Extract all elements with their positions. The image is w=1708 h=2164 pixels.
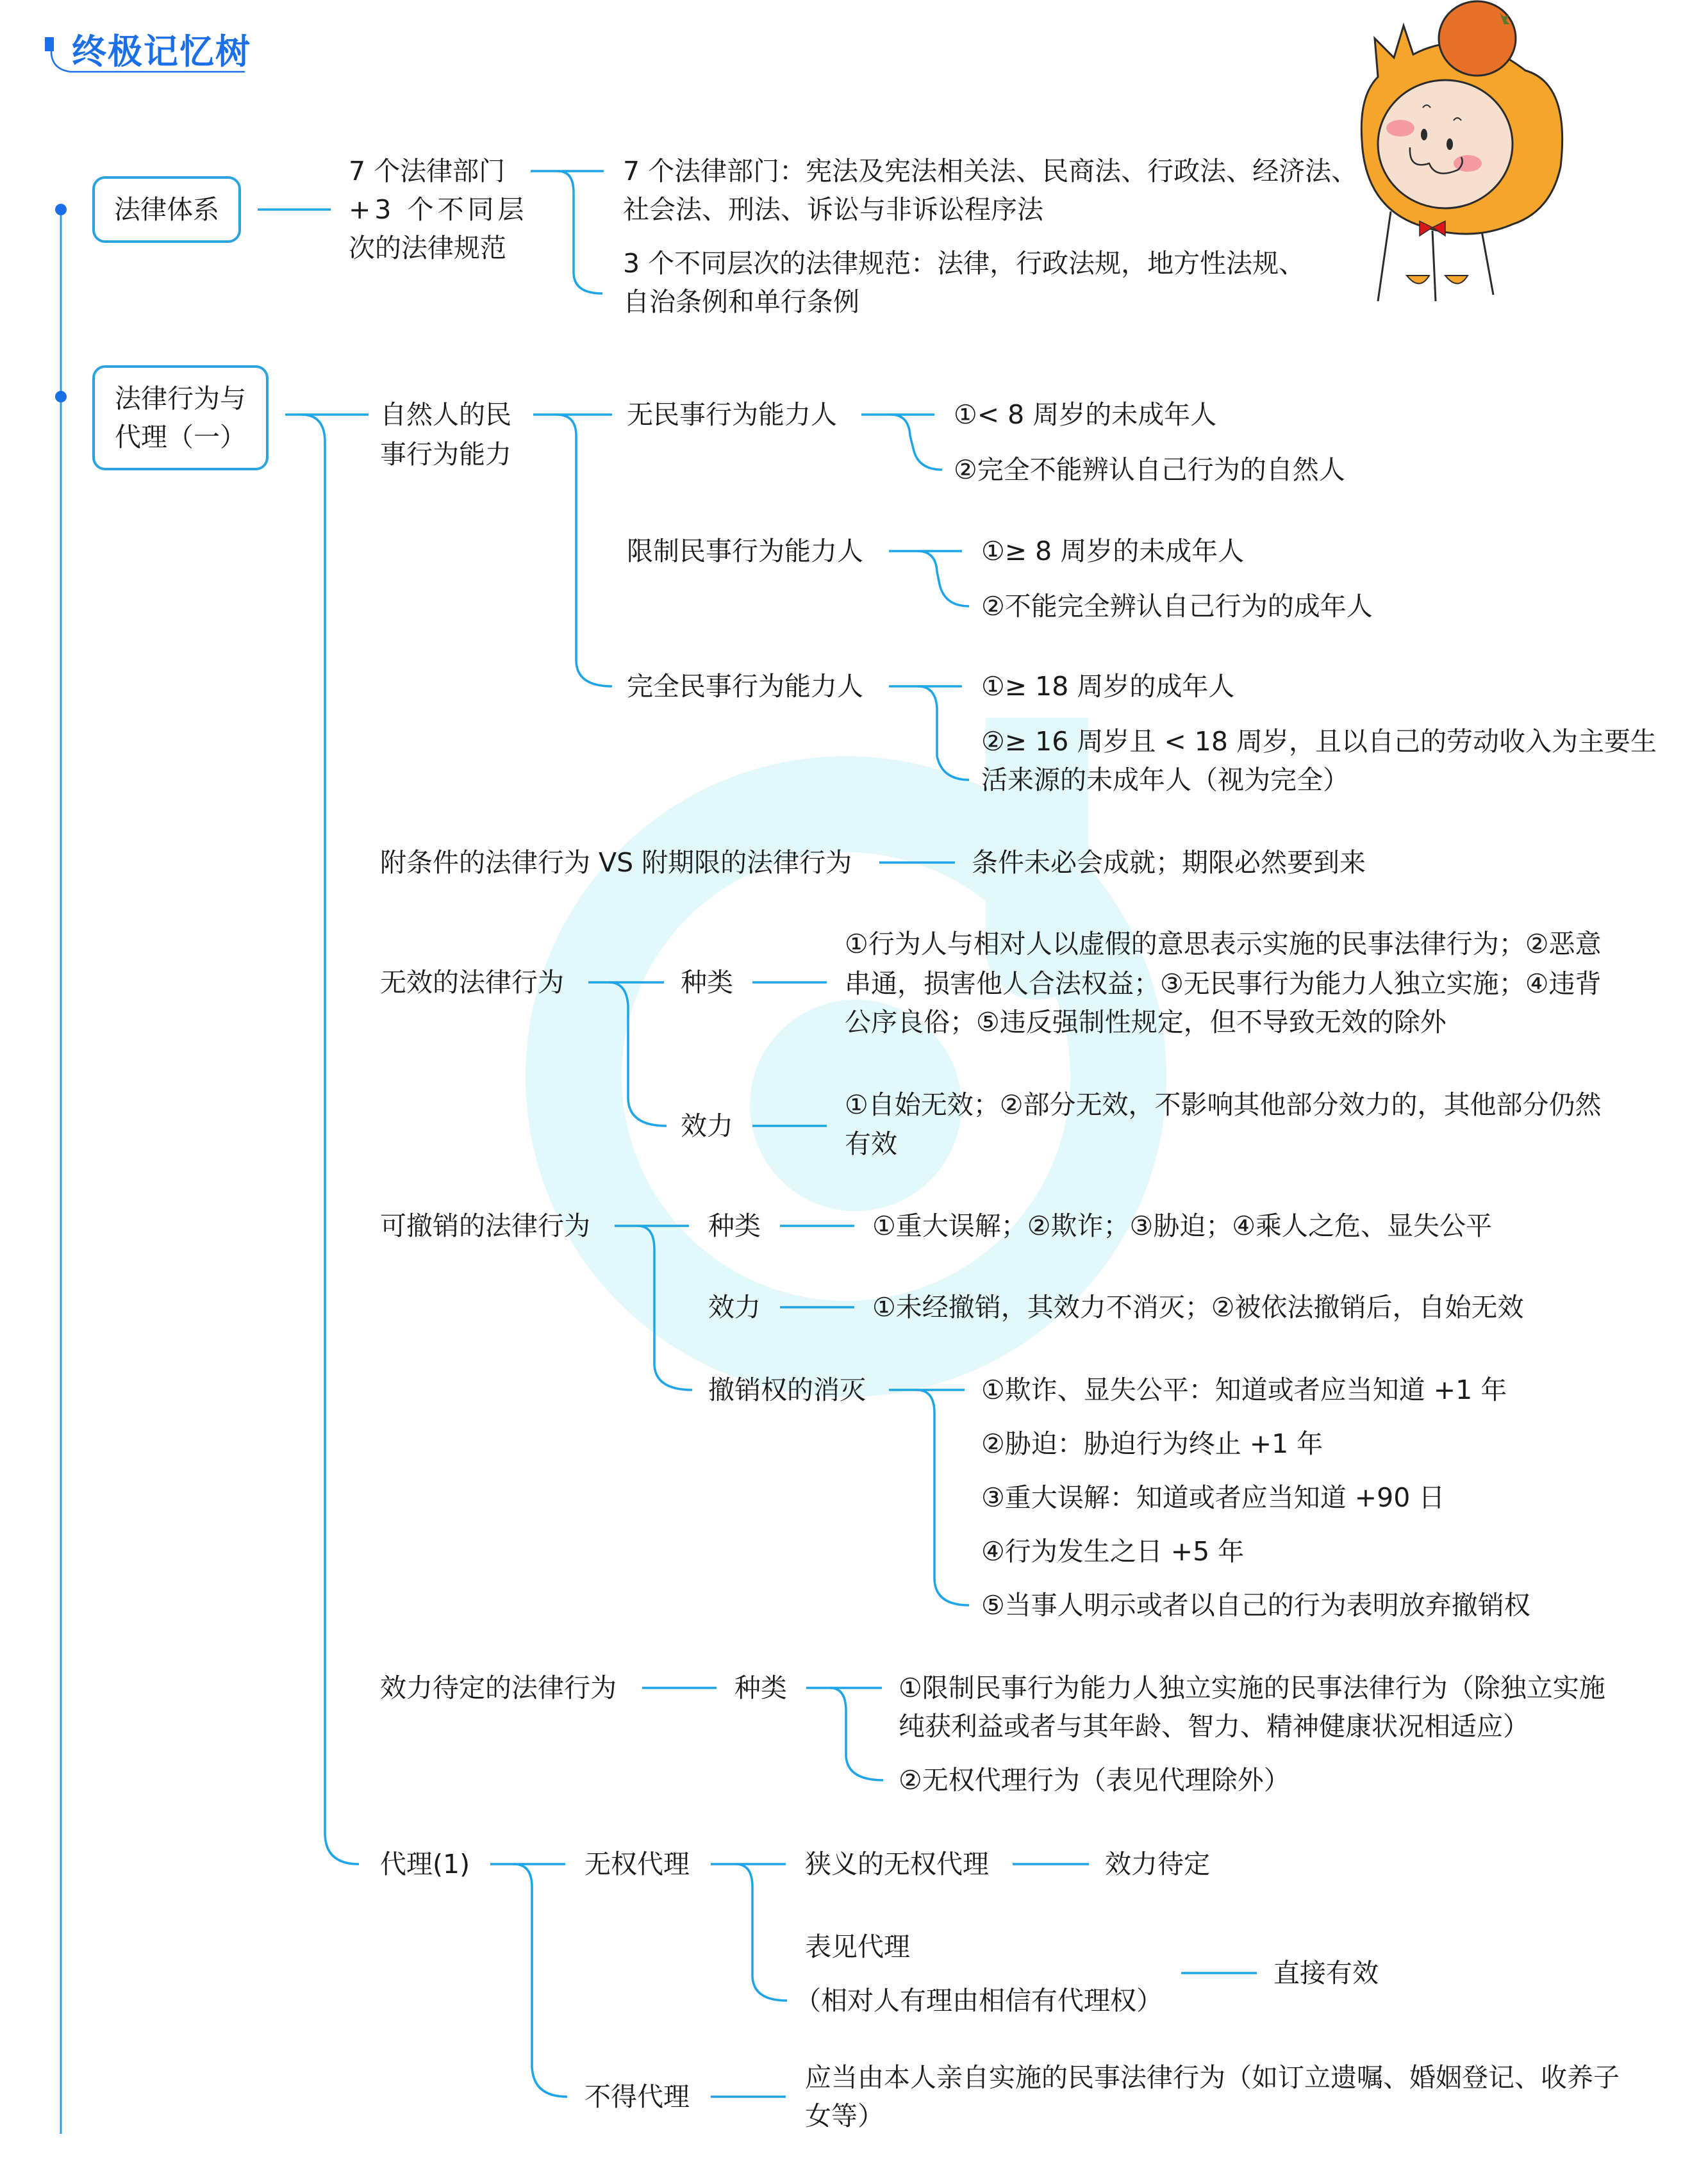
capacity-none-label: 无民事行为能力人 (627, 399, 837, 430)
narrow-unauthorized-value: 效力待定 (1105, 1849, 1210, 1879)
extinction-item-5: ⑤当事人明示或者以自己的行为表明放弃撤销权 (981, 1590, 1530, 1621)
capacity-none-item2: ②完全不能辨认自己行为的自然人 (954, 454, 1345, 485)
unauthorized-agency-label: 无权代理 (585, 1849, 690, 1879)
capacity-full-item2-line1: ②≥ 16 周岁且 < 18 周岁，且以自己的劳动收入为主要生 (981, 726, 1657, 757)
capacity-label-line1: 自然人的民 (380, 399, 511, 430)
pending-types-label: 种类 (734, 1673, 787, 1703)
conditional-label: 附条件的法律行为 VS 附期限的法律行为 (380, 847, 852, 878)
void-effect-line1: ①自始无效；②部分无效，不影响其他部分效力的，其他部分仍然 (845, 1089, 1602, 1120)
apparent-agency-line1: 表见代理 (805, 1931, 910, 1962)
capacity-limited-label: 限制民事行为能力人 (627, 536, 863, 566)
n1-child-line1: 7 个法律部门 (349, 156, 506, 186)
revocable-types-value: ①重大误解；②欺诈；③胁迫；④乘人之危、显失公平 (872, 1210, 1493, 1241)
apparent-agency-value: 直接有效 (1273, 1958, 1379, 1988)
capacity-limited-item2: ②不能完全辨认自己行为的成年人 (981, 591, 1373, 622)
revocable-effect-label: 效力 (708, 1292, 761, 1323)
capacity-limited-item1: ①≥ 8 周岁的未成年人 (981, 536, 1245, 566)
page-title: 终极记忆树 (72, 31, 251, 72)
node-label: 法律体系 (114, 194, 219, 225)
void-types-label: 种类 (681, 967, 733, 998)
n1-leaf1-line1: 7 个法律部门：宪法及宪法相关法、民商法、行政法、经济法、 (623, 156, 1358, 186)
void-effect-label: 效力 (681, 1111, 733, 1141)
pending-item1-line2: 纯获利益或者与其年龄、智力、精神健康状况相适应） (899, 1711, 1529, 1742)
n1-child-line3: 次的法律规范 (349, 233, 506, 263)
pending-item1-line1: ①限制民事行为能力人独立实施的民事法律行为（除独立实施 (899, 1673, 1605, 1703)
capacity-full-label: 完全民事行为能力人 (627, 671, 863, 702)
revocable-types-label: 种类 (708, 1210, 761, 1241)
void-types-line2: 串通，损害他人合法权益；③无民事行为能力人独立实施；④违背 (845, 968, 1602, 999)
agency-label: 代理(1) (380, 1849, 470, 1879)
capacity-none-item1: ①< 8 周岁的未成年人 (954, 399, 1217, 430)
extinction-item-2: ②胁迫：胁迫行为终止 +1 年 (981, 1428, 1323, 1459)
capacity-full-item2-line2: 活来源的未成年人（视为完全） (981, 764, 1349, 795)
node-label-line2: 代理（一） (115, 422, 246, 452)
extinction-item-1: ①欺诈、显失公平：知道或者应当知道 +1 年 (981, 1375, 1507, 1405)
pending-item2: ②无权代理行为（表见代理除外） (899, 1765, 1290, 1796)
conditional-value: 条件未必会成就；期限必然要到来 (972, 847, 1366, 878)
non-agency-line1: 应当由本人亲自实施的民事法律行为（如订立遗嘱、婚姻登记、收养子 (805, 2062, 1620, 2093)
non-agency-line2: 女等） (805, 2101, 884, 2131)
node-label-line1: 法律行为与 (115, 383, 246, 414)
void-types-line1: ①行为人与相对人以虚假的意思表示实施的民事法律行为；②恶意 (845, 929, 1602, 959)
revocable-effect-value: ①未经撤销，其效力不消灭；②被依法撤销后，自始无效 (872, 1292, 1524, 1323)
narrow-unauthorized-label: 狭义的无权代理 (805, 1849, 989, 1879)
extinction-item-4: ④行为发生之日 +5 年 (981, 1536, 1245, 1567)
pending-label: 效力待定的法律行为 (380, 1673, 617, 1703)
void-effect-line2: 有效 (845, 1128, 897, 1159)
revocable-extinction-label: 撤销权的消灭 (708, 1375, 866, 1405)
non-agency-label: 不得代理 (585, 2081, 690, 2112)
void-types-line3: 公序良俗；⑤违反强制性规定，但不导致无效的除外 (845, 1007, 1447, 1037)
node-legal-system[interactable] (92, 176, 241, 243)
n1-child-line2: +3 个不同层 (349, 194, 528, 225)
apparent-agency-line2: （相对人有理由相信有代理权） (795, 1985, 1163, 2016)
node-legal-acts-and-agency[interactable] (92, 365, 269, 470)
n1-leaf2-line1: 3 个不同层次的法律规范：法律，行政法规，地方性法规、 (623, 248, 1306, 279)
capacity-full-item1: ①≥ 18 周岁的成年人 (981, 671, 1235, 702)
capacity-label-line2: 事行为能力 (380, 439, 511, 470)
extinction-item-3: ③重大误解：知道或者应当知道 +90 日 (981, 1482, 1445, 1513)
revocable-label: 可撤销的法律行为 (380, 1210, 590, 1241)
n1-leaf2-line2: 自治条例和单行条例 (623, 286, 859, 317)
void-label: 无效的法律行为 (380, 967, 564, 998)
n1-leaf1-line2: 社会法、刑法、诉讼与非诉讼程序法 (623, 194, 1043, 225)
